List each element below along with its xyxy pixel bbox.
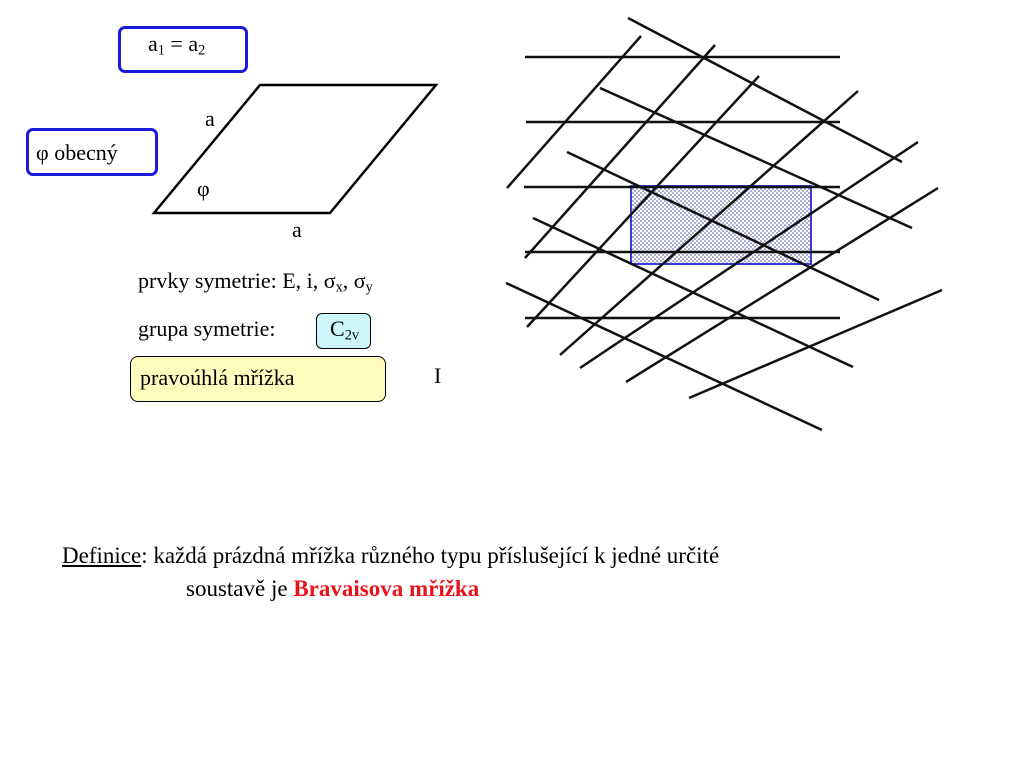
side-label-left: a	[205, 106, 215, 131]
side-label-bottom: a	[292, 217, 302, 242]
symmetry-elements: prvky symetrie: E, i, $\sigma_x$, $\sigma_y$	[138, 268, 373, 296]
lattice-line	[567, 152, 879, 300]
angle-general-label: φ obecný	[36, 140, 118, 165]
point-group-symbol: $C_{2v}$	[330, 316, 359, 344]
lattice-line	[689, 290, 942, 398]
lattice-line	[628, 18, 902, 162]
bravais-lattice-highlight: Bravaisova mřížka	[293, 576, 480, 601]
angle-label: φ	[197, 176, 210, 201]
equal-sides-label: $a_1 = a_2$	[148, 31, 206, 59]
symmetry-group-label: grupa symetrie:	[138, 316, 276, 341]
definition-line-1: Definice: každá prázdná mřížka různého typu příslušející k jedné určité	[62, 543, 720, 568]
lattice-line	[507, 36, 641, 188]
lattice-roman-numeral: I	[434, 363, 442, 388]
definition-term: Definice	[62, 543, 142, 568]
definition-line-2: soustavě je Bravaisova mřížka	[186, 576, 480, 601]
lattice-type-name: pravoúhlá mřížka	[140, 365, 295, 390]
lattice-line	[506, 283, 822, 430]
